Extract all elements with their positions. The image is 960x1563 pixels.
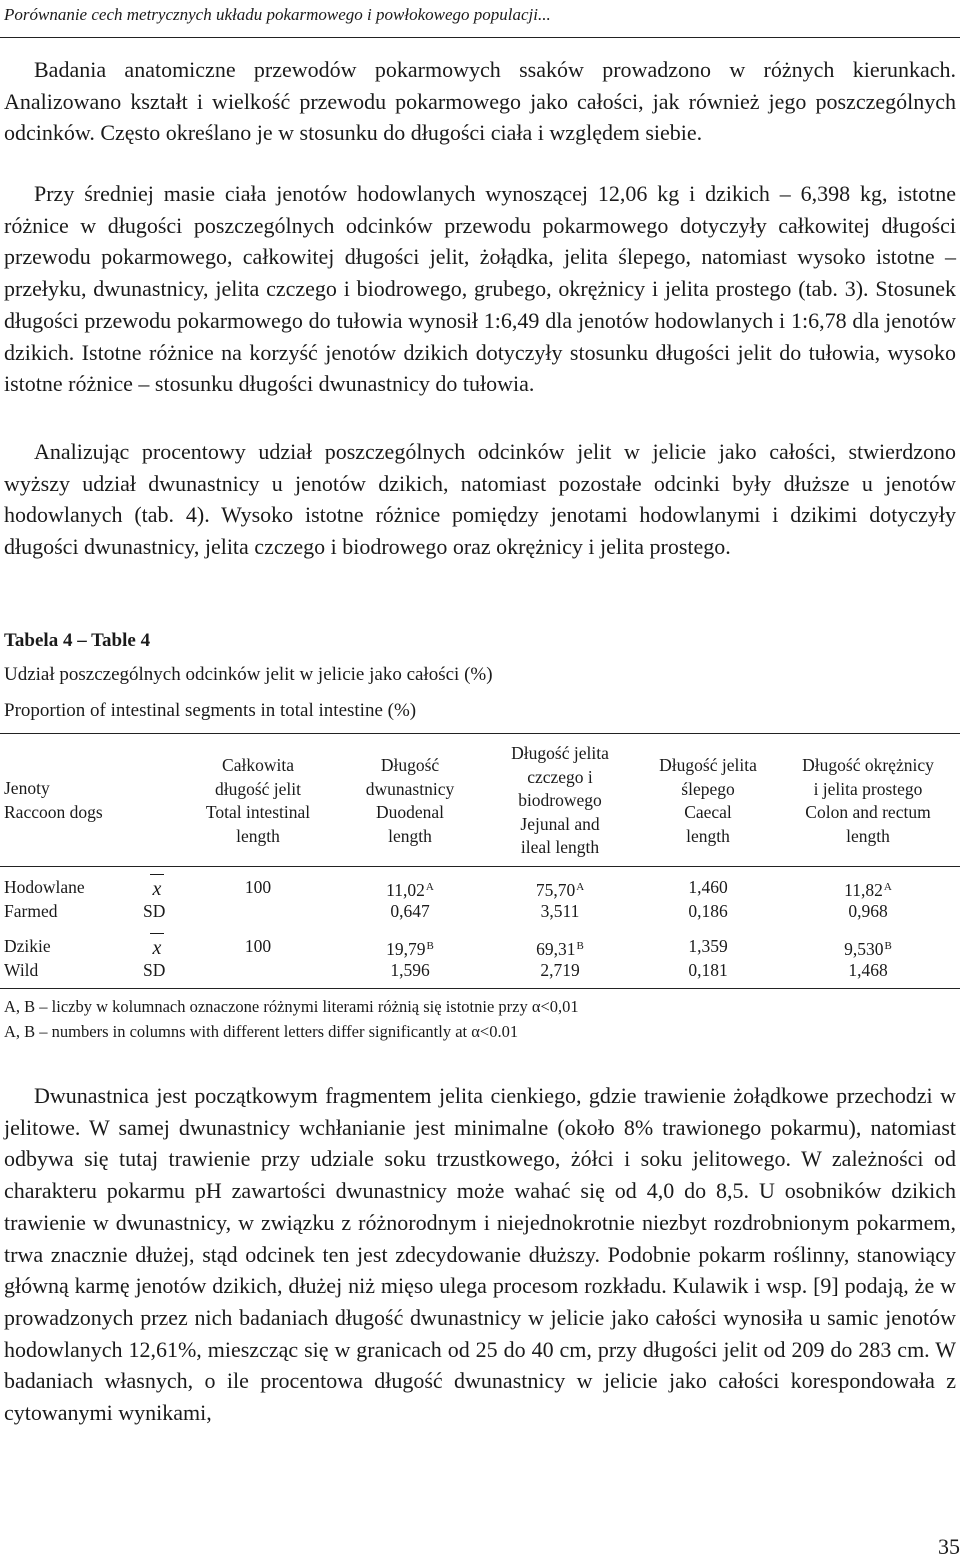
mean-symbol: x [147, 938, 167, 958]
header-group-en: Raccoon dogs [4, 801, 103, 822]
header-line: ślepego [681, 778, 735, 799]
significance-letter: B [576, 940, 584, 952]
row-label-en: Wild [4, 960, 39, 980]
cell-jejunal-sd: 3,511 [540, 901, 580, 921]
header-line: length [236, 825, 280, 846]
paragraph-4-text: Dwunastnica jest początkowym fragmentem jelita cienkiego, gdzie trawienie żołądkowe przechodzi w jelitowe. W samej dwunastnicy wchłanianie jest minimalne (około 8% trawionego pokarmu), natomiast odbywa się tutaj trawienie przy udziale soku trzustkowego, żółci i soku jelitowego. W zależności od charakteru pokarmu pH zawartości dwunastnicy może wahać się od 4,0 do 8,5. U osobników dzikich trawienie w dwunastnicy, w związku z różnorodnym i niejednokrotnie niezbyt rozdrobnionym pokarmem, trwa znacznie dłużej, stąd odcinek ten jest zdecydowanie dłuższy. Podobnie pokarm roślinny, stanowiący główną karmę jenotów dzikich, dłużej niż mięso ulega procesom rozkładu. Kulawik i wsp. [9] podają, że w prowadzonych przez nich badaniach długość dwunastnicy w jelicie jako całości wynosiła u samic jenotów hodowlanych 12,61%, mieszcząc się w granicach od 25 do 40 cm, przy długości jelit od 209 do 283 cm. W badaniach własnych, o ile procentowa długość dwunastnicy w jelicie jako całości korespondowała z cytowanymi wynikami, [4, 1083, 956, 1426]
significance-letter: B [426, 940, 434, 952]
paragraph-3-text: Analizując procentowy udział poszczególnych odcinków jelit w jelicie jako całości, stwierdzono wyższy udział dwunastnicy u jenotów dzikich, natomiast pozostałe odcinki były dłuższe u jenotów hodowlanych (tab. 4). Wysoko istotne różnice pomiędzy jenotami hodowlanymi i dzikimi dotyczyły długości dwunastnicy, jelita czczego i biodrowego oraz okrężnicy i jelita prostego. [4, 439, 956, 560]
cell-value: 75,70 [535, 880, 576, 900]
cell-value: 19,79 [386, 939, 426, 959]
page-number: 35 [938, 1534, 960, 1559]
cell-caecal: 1,359 [688, 936, 728, 956]
header-line: Długość jelita [511, 743, 609, 763]
cell-value: 9,530 [844, 939, 884, 959]
cell-duodenal-sd: 1,596 [390, 960, 430, 980]
header-line: Jejunal and [520, 813, 600, 834]
cell-colon-sd: 0,968 [848, 901, 888, 921]
cell-duodenal [338, 935, 482, 961]
paragraph-2 [4, 178, 956, 400]
table-title: Tabela 4 – Table 4 [4, 630, 151, 651]
significance-letter: A [576, 881, 585, 893]
cell-caecal-sd: 0,181 [688, 960, 728, 980]
header-group [4, 777, 103, 824]
cell-caecal: 1,460 [688, 877, 728, 897]
cell-value: 11,02 [386, 880, 425, 900]
cell-jejunal-sd: 2,719 [540, 960, 580, 980]
header-line: length [846, 825, 890, 846]
row-label-pl: Hodowlane [4, 877, 85, 897]
sd-symbol: SD [143, 960, 166, 980]
cell-duodenal-sd: 0,647 [390, 901, 430, 921]
table-note-en: A, B – numbers in columns with different letters differ significantly at α<0.01 [4, 1022, 519, 1041]
header-line: Colon and rectum [805, 802, 931, 823]
mean-symbol: x [147, 879, 167, 899]
header-line: Total intestinal [205, 802, 311, 823]
running-header: Porównanie cech metrycznych układu pokarmowego i powłokowego populacji... [4, 5, 551, 24]
header-line: length [388, 825, 432, 846]
table-note-pl: A, B – liczby w kolumnach oznaczone różnymi literami różnią się istotnie przy α<0,01 [4, 997, 579, 1016]
paragraph-4 [4, 1080, 956, 1429]
header-jejunal-ileal-length [482, 742, 638, 860]
header-line: Duodenal [375, 802, 445, 823]
table-rule-header [0, 866, 960, 867]
paragraph-1-text: Badania anatomiczne przewodów pokarmowych ssaków prowadzono w różnych kierunkach. Analizowano kształt i wielkość przewodu pokarmowego jako całości, jak również jego poszczególnych odcinków. Często określano je w stosunku do długości ciała i względem siebie. [4, 57, 956, 146]
paragraph-1 [4, 54, 956, 149]
table-rule-bottom [0, 988, 960, 989]
cell-jejunal [482, 876, 638, 902]
cell-duodenal [338, 876, 482, 902]
table-caption-pl: Udział poszczególnych odcinków jelit w jelicie jako całości (%) [4, 664, 493, 685]
header-group-pl: Jenoty [4, 778, 50, 798]
cell-value: 69,31 [536, 939, 576, 959]
header-line: Długość [380, 755, 440, 775]
paragraph-3 [4, 436, 956, 563]
cell-caecal-sd: 0,186 [688, 901, 728, 921]
cell-colon [778, 876, 958, 902]
cell-total: 100 [244, 936, 272, 956]
header-line: Całkowita [222, 755, 294, 775]
header-line: długość jelit [214, 778, 302, 799]
significance-letter: A [883, 881, 892, 893]
cell-colon-sd: 1,468 [848, 960, 888, 980]
header-line: czczego i [527, 766, 593, 787]
header-line: ileal length [520, 837, 600, 858]
header-line: Długość okrężnicy [802, 755, 934, 775]
header-duodenal-length [338, 754, 482, 848]
header-line: i jelita prostego [813, 778, 923, 799]
header-line: Długość jelita [659, 755, 757, 775]
table-rule-top [0, 733, 960, 734]
row-label-en: Farmed [4, 901, 58, 921]
header-total-length [178, 754, 338, 848]
table-caption-en: Proportion of intestinal segments in total intestine (%) [4, 700, 417, 721]
significance-letter: A [425, 881, 434, 893]
significance-letter: B [884, 940, 892, 952]
paragraph-2-text: Przy średniej masie ciała jenotów hodowlanych wynoszącej 12,06 kg i dzikich – 6,398 kg, istotne różnice w długości poszczególnych odcinków przewodu pokarmowego dotyczyły całkowitej długości przewodu pokarmowego, całkowitej długości jelit, żołądka, jelita ślepego, natomiast wysoko istotne – przełyku, dwunastnicy, jelita czczego i biodrowego, grubego, okrężnicy i jelita prostego (tab. 3). Stosunek długości przewodu pokarmowego do tułowia wynosił 1:6,49 dla jenotów hodowlanych i 1:6,78 dla jenotów dzikich. Istotne różnice na korzyść jenotów dzikich dotyczyły stosunku długości jelit do tułowia, wysoko istotne różnice – stosunku długości dwunastnicy do tułowia. [4, 181, 956, 397]
sd-symbol: SD [143, 901, 166, 921]
header-caecal-length [638, 754, 778, 848]
header-rule [0, 37, 960, 38]
header-line: biodrowego [518, 790, 602, 811]
header-line: length [686, 825, 730, 846]
cell-total: 100 [244, 877, 272, 897]
header-line: dwunastnicy [365, 778, 455, 799]
cell-value: 11,82 [844, 880, 883, 900]
cell-colon [778, 935, 958, 961]
header-colon-rectum-length [778, 754, 958, 848]
cell-jejunal [482, 935, 638, 961]
header-line: Caecal [684, 802, 732, 823]
row-label-pl: Dzikie [4, 936, 51, 956]
